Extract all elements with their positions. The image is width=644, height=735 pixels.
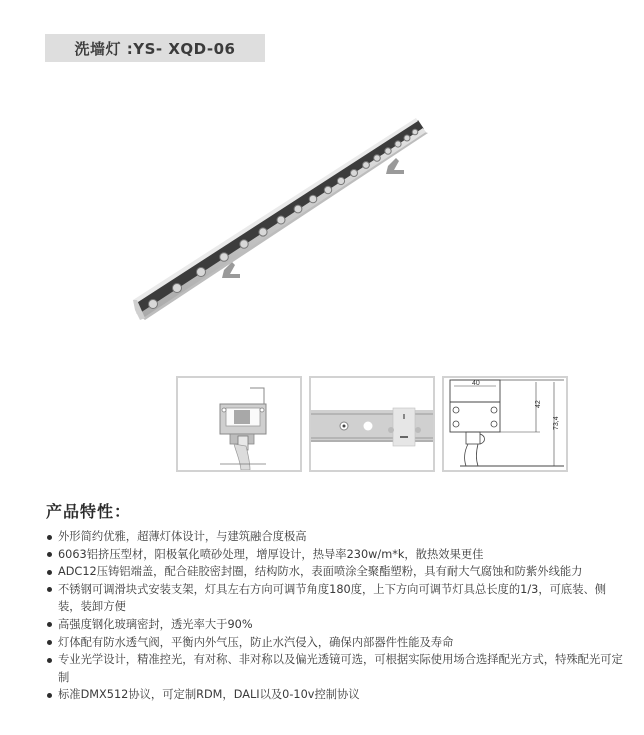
feature-item: 不锈钢可调滑块式安装支架，灯具左右方向可调节角度180度，上下方向可调节灯具总长度的1/3，可底装、侧装，装卸方便	[46, 581, 626, 616]
feature-item: 外形简约优雅，超薄灯体设计，与建筑融合度极高	[46, 528, 626, 546]
detail-image-cross-section	[176, 376, 302, 472]
mounting-bracket-icon	[222, 158, 404, 278]
wall-washer-render	[120, 110, 440, 340]
product-title-banner	[45, 34, 265, 62]
cross-section-icon	[178, 378, 300, 470]
detail-image-rear-profile	[309, 376, 435, 472]
rear-profile-icon	[311, 378, 433, 470]
dimension-height-body: 42	[535, 400, 542, 408]
dimension-height-total: 73,4	[553, 416, 560, 430]
feature-item: 6063铝挤压型材，阳极氧化喷砂处理，增厚设计，热导率230w/m*k，散热效果更佳	[46, 546, 626, 564]
features-list	[46, 528, 626, 704]
feature-item: ADC12压铸铝端盖，配合硅胶密封圈，结构防水，表面喷涂全聚酯塑粉，具有耐大气腐蚀和防紫外线能力	[46, 563, 626, 581]
feature-item: 标准DMX512协议，可定制RDM，DALI以及0-10v控制协议	[46, 686, 626, 704]
dimension-drawing-icon	[444, 378, 566, 470]
detail-image-dimension-drawing	[442, 376, 568, 472]
feature-item: 高强度钢化玻璃密封，透光率大于90%	[46, 616, 626, 634]
feature-item: 灯体配有防水透气阀，平衡内外气压，防止水汽侵入，确保内部器件性能及寿命	[46, 634, 626, 652]
product-hero-image	[120, 110, 440, 340]
feature-item: 专业光学设计，精准控光，有对称、非对称以及偏光透镜可选，可根据实际使用场合选择配光方式，特殊配光可定制	[46, 651, 626, 686]
product-title: 洗墙灯 :YS- XQD-06	[74, 39, 236, 58]
features-heading: 产品特性：	[46, 502, 132, 521]
dimension-width: 40	[472, 380, 480, 387]
